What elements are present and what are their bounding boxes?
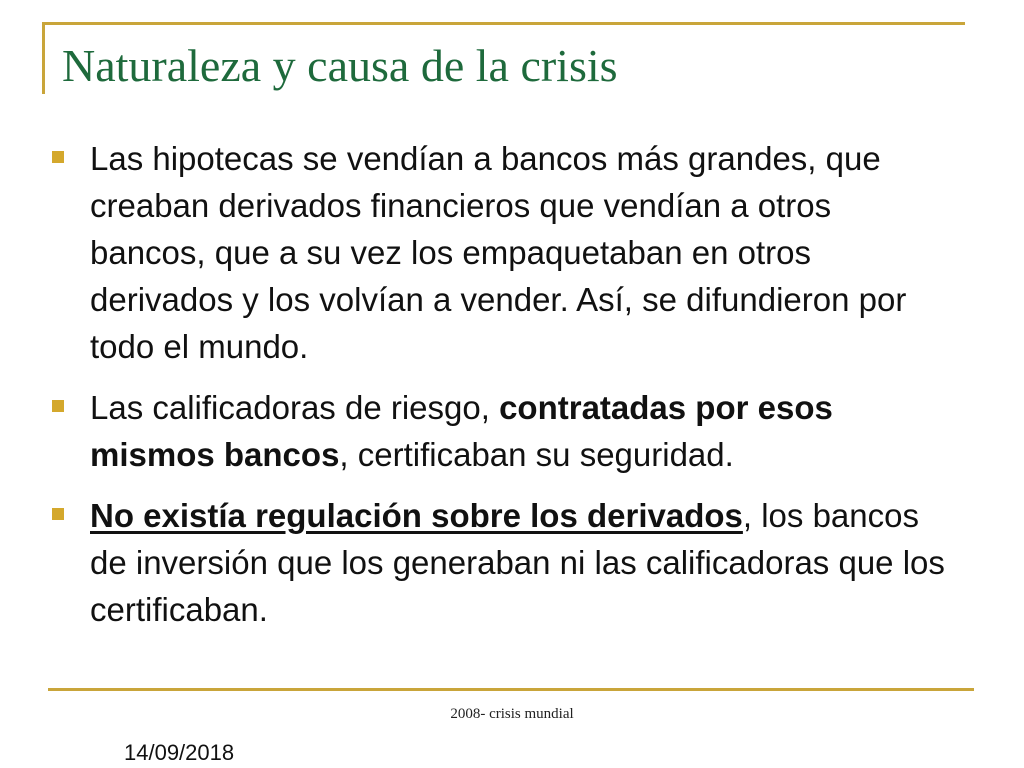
slide-date: 14/09/2018 bbox=[124, 740, 235, 765]
square-bullet-icon bbox=[52, 508, 64, 520]
bullet-text-segment: , los bancos de inversión que los generaban ni las calificadoras que los certificaban. bbox=[90, 497, 945, 628]
slide-footer: 2008- crisis mundial bbox=[450, 706, 574, 722]
left-accent-rule bbox=[42, 22, 45, 94]
top-accent-rule bbox=[42, 22, 965, 25]
bullet-text-emphasis: contratadas por esos mismos bancos bbox=[90, 389, 833, 473]
bullet-text bbox=[90, 140, 906, 365]
slide-title: Naturaleza y causa de la crisis bbox=[62, 40, 618, 91]
bullet-text bbox=[90, 497, 945, 628]
bullet-text-segment: Las hipotecas se vendían a bancos más grandes, que creaban derivados financieros que vendían a otros bancos, que a su vez los empaquetaban en otros derivados y los volvían a vender. Así, se difundieron por todo el mundo. bbox=[90, 140, 907, 365]
bottom-accent-rule bbox=[48, 688, 974, 691]
bullet-text bbox=[90, 389, 833, 473]
bullet-list bbox=[52, 135, 952, 647]
bullet-item bbox=[52, 492, 952, 633]
bullet-item bbox=[52, 135, 952, 370]
square-bullet-icon bbox=[52, 151, 64, 163]
bullet-text-segment: Las calificadoras de riesgo, bbox=[90, 389, 500, 426]
bullet-text-emphasis-underlined: No existía regulación sobre los derivados bbox=[90, 497, 743, 534]
bullet-text-segment: , certificaban su seguridad. bbox=[339, 436, 734, 473]
square-bullet-icon bbox=[52, 400, 64, 412]
bullet-item bbox=[52, 384, 952, 478]
